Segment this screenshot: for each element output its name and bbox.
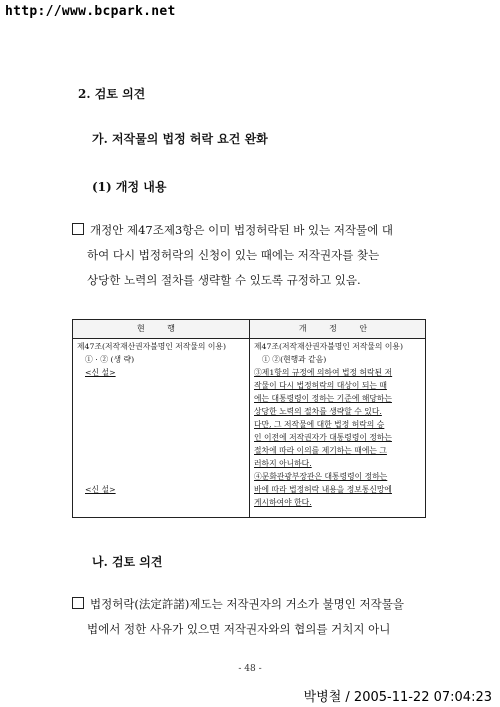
website-watermark: http://www.bcpark.net [5,4,176,19]
table-cell-line: 인 이전에 저작권자가 대통령령이 정하는 [254,433,392,442]
checkbox-bullet-icon [72,597,84,609]
table-cell-current [77,340,245,496]
table-cell-spacer [77,379,245,431]
paragraph-line: 하여 다시 법정허락의 신청이 있는 때에는 저작권자를 찾는 [87,248,380,262]
table-cell-line: 절차에 따라 이의를 제기하는 때에는 그 [254,446,387,455]
table-cell-line: 에는 대통령령이 정하는 기준에 해당하는 [254,394,392,403]
paragraph-line: 상당한 노력의 절차를 생략할 수 있도록 규정하고 있음. [87,273,361,287]
comparison-table [72,319,426,518]
page-number: - 48 - [238,664,262,674]
paragraph-text: 법정허락(法定許諾)제도는 저작권자의 거소가 불명인 저작물을 [90,597,404,611]
checkbox-bullet-icon [72,223,84,235]
table-cell-line: ① ②(현행과 같음) [262,355,327,364]
table-cell-line: 작물이 다시 법정허락의 대상이 되는 때 [254,381,387,390]
footer-timestamp-stamp: 박병철 / 2005-11-22 07:04:23 [303,690,492,705]
table-cell-spacer [77,431,245,483]
table-cell-line-new: <신 설> [85,368,116,377]
paragraph-amendment [72,218,432,293]
paragraph-line [72,218,432,243]
table-header-current: 현 행 [137,324,185,333]
table-cell-line: ① · ② (생 략) [85,355,135,364]
table-cell-line: 바에 따라 법정허락 내용을 정보통신망에 [254,485,392,494]
table-column-divider [249,320,250,517]
table-cell-line: 상당한 노력의 절차를 생략할 수 있다. [254,407,382,416]
table-cell-line-new: <신 설> [85,485,116,494]
table-cell-line: 다만, 그 저작물에 대한 법정 허락의 승 [254,420,385,429]
table-cell-proposed [254,340,424,509]
table-cell-line: 게시하여야 한다. [254,498,312,507]
table-cell-line: ③제1항의 규정에 의하여 법정 허락된 저 [254,368,393,377]
table-cell-line: 제47조(저작재산권자불명인 저작물의 이용) [77,342,227,351]
table-cell-line: 제47조(저작재산권자불명인 저작물의 이용) [254,342,404,351]
subsection-heading-a: 가. 저작물의 법정 허락 요건 완화 [92,132,268,146]
paragraph-line: 법에서 정한 사유가 있으면 저작권자와의 협의를 거치지 아니 [87,622,391,636]
table-cell-line: ④문화관광부장관은 대통령령이 정하는 [254,472,388,481]
paragraph-line [72,592,432,617]
table-cell-line: 러하지 아니하다. [254,459,312,468]
section-heading: 2. 검토 의견 [78,87,146,101]
table-header-proposed: 개 정 안 [298,324,378,333]
subsection-heading-b: 나. 검토 의견 [92,555,163,569]
paragraph-review [72,592,432,642]
paragraph-text: 개정안 제47조제3항은 이미 법정허락된 바 있는 저작물에 대 [90,223,394,237]
subsubsection-heading-1: (1) 개정 내용 [92,180,167,194]
